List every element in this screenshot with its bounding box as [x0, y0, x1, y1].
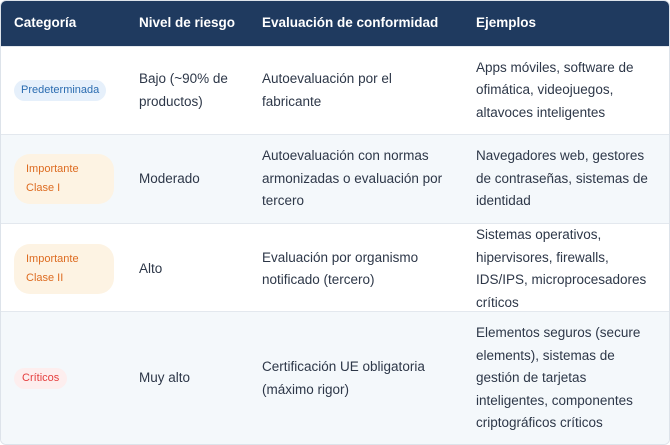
category-cell: [1, 224, 126, 314]
examples-cell: Elementos seguros (secure elements), sistemas de gestión de tarjetas inteligentes, componentes criptográficos críticos: [476, 325, 641, 431]
risk-cell: Moderado: [139, 170, 200, 186]
category-badge: Predeterminada: [14, 80, 106, 101]
table-row: [1, 224, 669, 312]
category-badge: Importante Clase II: [14, 244, 114, 294]
table-header: [1, 1, 669, 47]
examples-cell: Sistemas operativos, hipervisores, firewalls, IDS/IPS, microprocesadores críticos: [476, 227, 647, 310]
examples-cell: Navegadores web, gestores de contraseñas, sistemas de identidad: [476, 148, 648, 209]
assessment-cell: Evaluación por organismo notificado (tercero): [262, 249, 419, 287]
risk-cell: Muy alto: [139, 370, 191, 386]
table-row: [1, 47, 669, 135]
category-cell: [1, 135, 126, 223]
table-row: [1, 135, 669, 224]
examples-cell: Apps móviles, software de ofimática, videojuegos, altavoces inteligentes: [476, 59, 634, 120]
category-cell: [1, 312, 126, 445]
assessment-cell: Autoevaluación con normas armonizadas o evaluación por tercero: [262, 148, 443, 209]
header-evaluacion: Evaluación de conformidad: [262, 15, 439, 31]
assessment-cell: Autoevaluación por el fabricante: [262, 71, 392, 109]
table-row: [1, 312, 669, 445]
category-badge: Importante Clase I: [14, 154, 114, 204]
risk-cell: Alto: [139, 260, 163, 276]
category-badge: Críticos: [14, 368, 67, 389]
header-categoria: Categoría: [14, 15, 77, 31]
category-cell: [1, 47, 126, 134]
risk-cell: Bajo (~90% de productos): [139, 71, 228, 109]
header-ejemplos: Ejemplos: [476, 15, 537, 31]
header-nivel-riesgo: Nivel de riesgo: [139, 15, 236, 31]
assessment-cell: Certificación UE obligatoria (máximo rigor): [262, 359, 425, 397]
